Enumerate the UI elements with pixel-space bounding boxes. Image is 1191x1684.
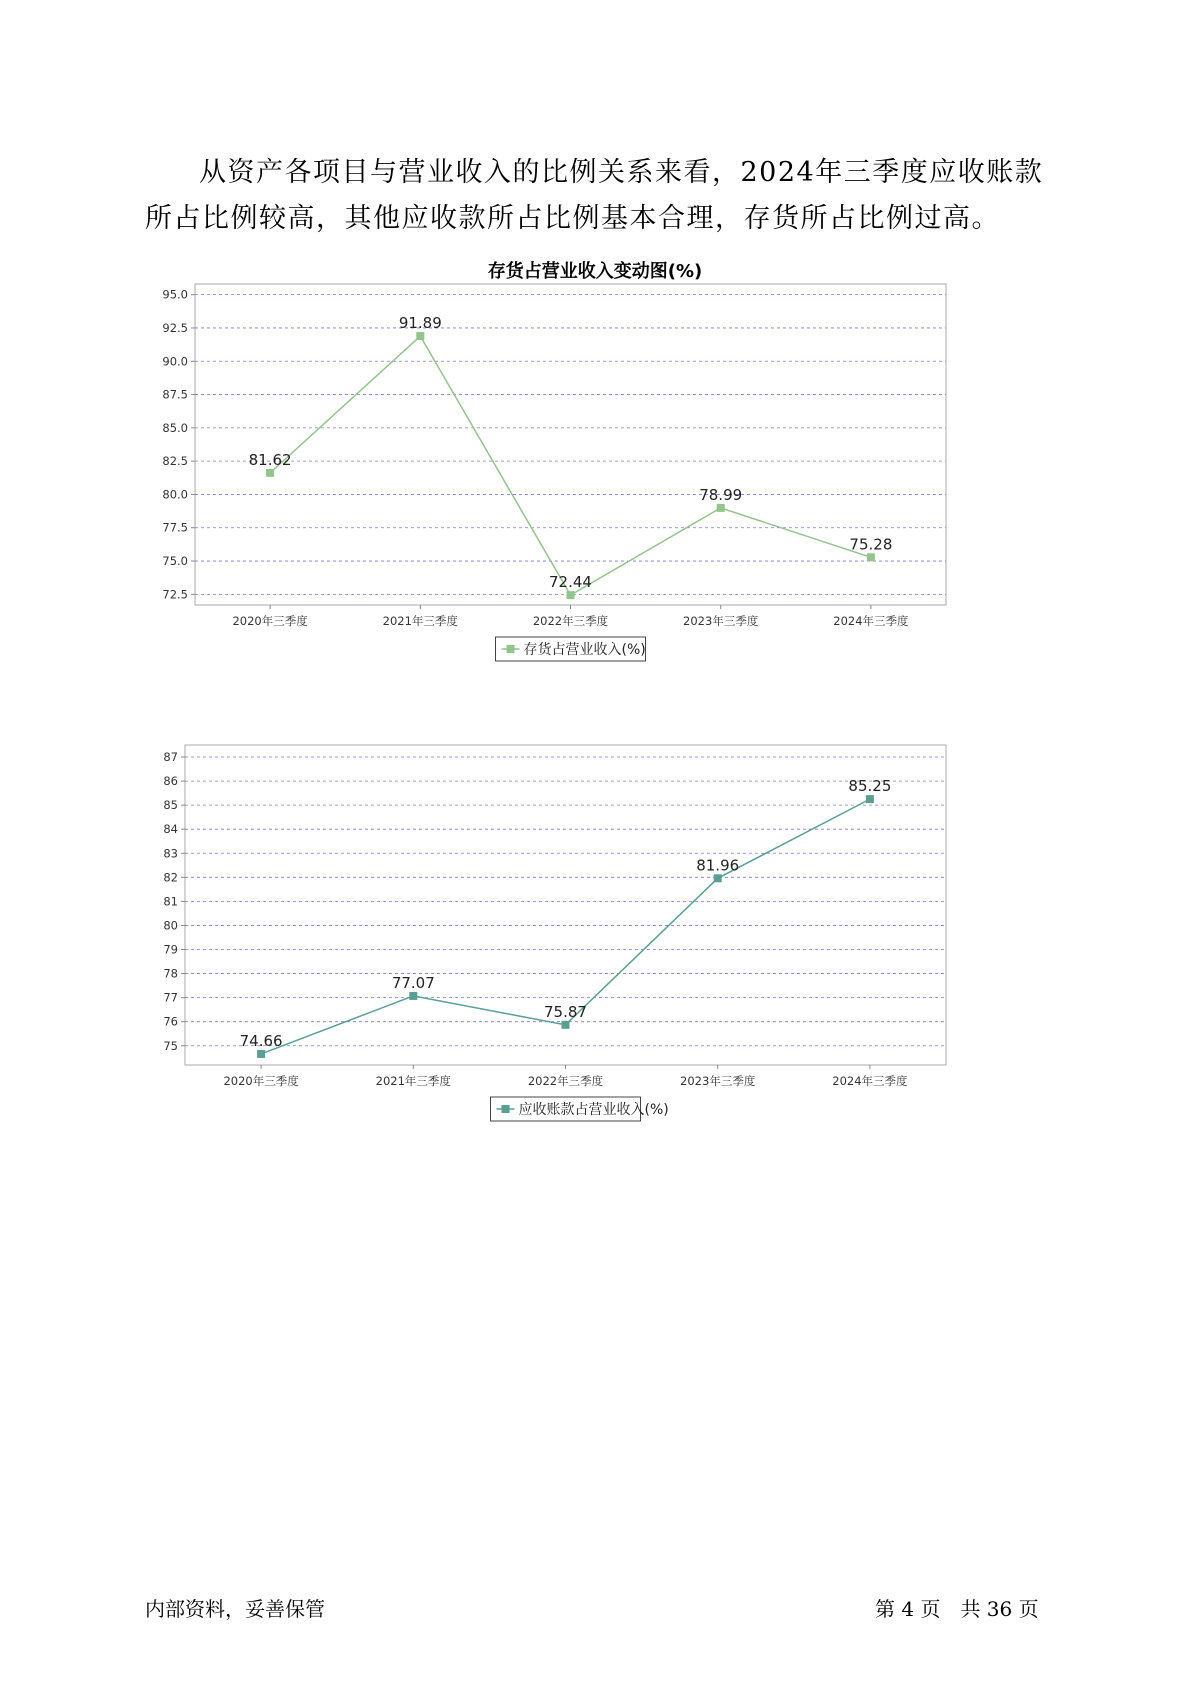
y-tick-label: 77 — [163, 990, 178, 1005]
y-tick-label: 76 — [163, 1014, 178, 1029]
receivables-ratio-plot — [160, 750, 1030, 1220]
y-tick-label: 83 — [163, 846, 178, 861]
x-tick-label: 2023年三季度 — [683, 614, 759, 628]
receivables-ratio-chart — [160, 750, 1030, 1220]
y-tick-label: 92.5 — [162, 320, 188, 335]
y-tick-label: 79 — [163, 942, 178, 957]
footer-page-number: 第 4 页 共 36 页 — [875, 1597, 1039, 1621]
data-label: 72.44 — [549, 573, 592, 592]
data-point — [562, 1021, 570, 1029]
data-label: 85.25 — [848, 777, 892, 796]
y-tick-label: 87 — [163, 750, 178, 765]
data-point — [867, 553, 875, 561]
y-tick-label: 86 — [163, 774, 178, 789]
chart-title: 存货占营业收入变动图(%) — [487, 261, 703, 282]
y-tick-label: 75.0 — [162, 554, 188, 569]
footer-left: 内部资料，妥善保管 — [145, 1597, 325, 1621]
data-point — [717, 504, 725, 512]
y-tick-label: 78 — [163, 966, 178, 981]
y-tick-label: 82 — [163, 870, 178, 885]
y-tick-label: 95.0 — [162, 287, 188, 302]
data-label: 81.62 — [248, 450, 292, 469]
y-tick-label: 77.5 — [162, 520, 188, 535]
y-tick-label: 81 — [163, 894, 178, 909]
data-point — [409, 992, 417, 1000]
body-paragraph: 从资产各项目与营业收入的比例关系来看，2024年三季度应收账款所占比例较高，其他应收款所占比例基本合理，存货所占比例过高。 — [145, 157, 1044, 234]
data-label: 75.28 — [849, 535, 893, 554]
y-tick-label: 84 — [163, 822, 178, 837]
x-tick-label: 2023年三季度 — [680, 1074, 756, 1088]
x-tick-label: 2021年三季度 — [375, 1074, 451, 1088]
legend-label: 应收账款占营业收入(%) — [518, 1102, 669, 1118]
y-tick-label: 85.0 — [162, 420, 188, 435]
data-point — [866, 795, 874, 803]
legend-marker — [502, 1105, 510, 1113]
y-tick-label: 90.0 — [162, 354, 188, 369]
inventory-ratio-chart — [160, 255, 1030, 715]
y-tick-label: 72.5 — [162, 587, 188, 602]
x-tick-label: 2020年三季度 — [223, 1074, 299, 1088]
data-label: 81.96 — [696, 856, 740, 875]
data-label: 77.07 — [391, 973, 435, 992]
x-tick-label: 2024年三季度 — [832, 1074, 908, 1088]
data-label: 75.87 — [544, 1002, 587, 1021]
y-tick-label: 87.5 — [162, 387, 188, 402]
x-tick-label: 2021年三季度 — [382, 614, 458, 628]
legend-marker — [507, 645, 515, 653]
x-tick-label: 2022年三季度 — [527, 1074, 604, 1088]
plot-area — [195, 284, 946, 605]
x-tick-label: 2020年三季度 — [232, 614, 308, 628]
y-tick-label: 80.0 — [162, 487, 188, 502]
inventory-ratio-plot — [160, 255, 1030, 715]
data-point — [266, 469, 274, 477]
y-tick-label: 80 — [163, 918, 178, 933]
y-tick-label: 85 — [163, 798, 178, 813]
data-label: 91.89 — [398, 314, 442, 333]
x-tick-label: 2022年三季度 — [532, 614, 609, 628]
legend-label: 存货占营业收入(%) — [523, 642, 646, 658]
y-tick-label: 82.5 — [162, 454, 188, 469]
data-point — [714, 874, 722, 882]
data-label: 74.66 — [239, 1031, 283, 1050]
data-point — [416, 332, 424, 340]
data-point — [567, 591, 575, 599]
y-tick-label: 75 — [163, 1038, 178, 1053]
x-tick-label: 2024年三季度 — [833, 614, 909, 628]
data-point — [257, 1050, 265, 1058]
data-label: 78.99 — [699, 485, 743, 504]
